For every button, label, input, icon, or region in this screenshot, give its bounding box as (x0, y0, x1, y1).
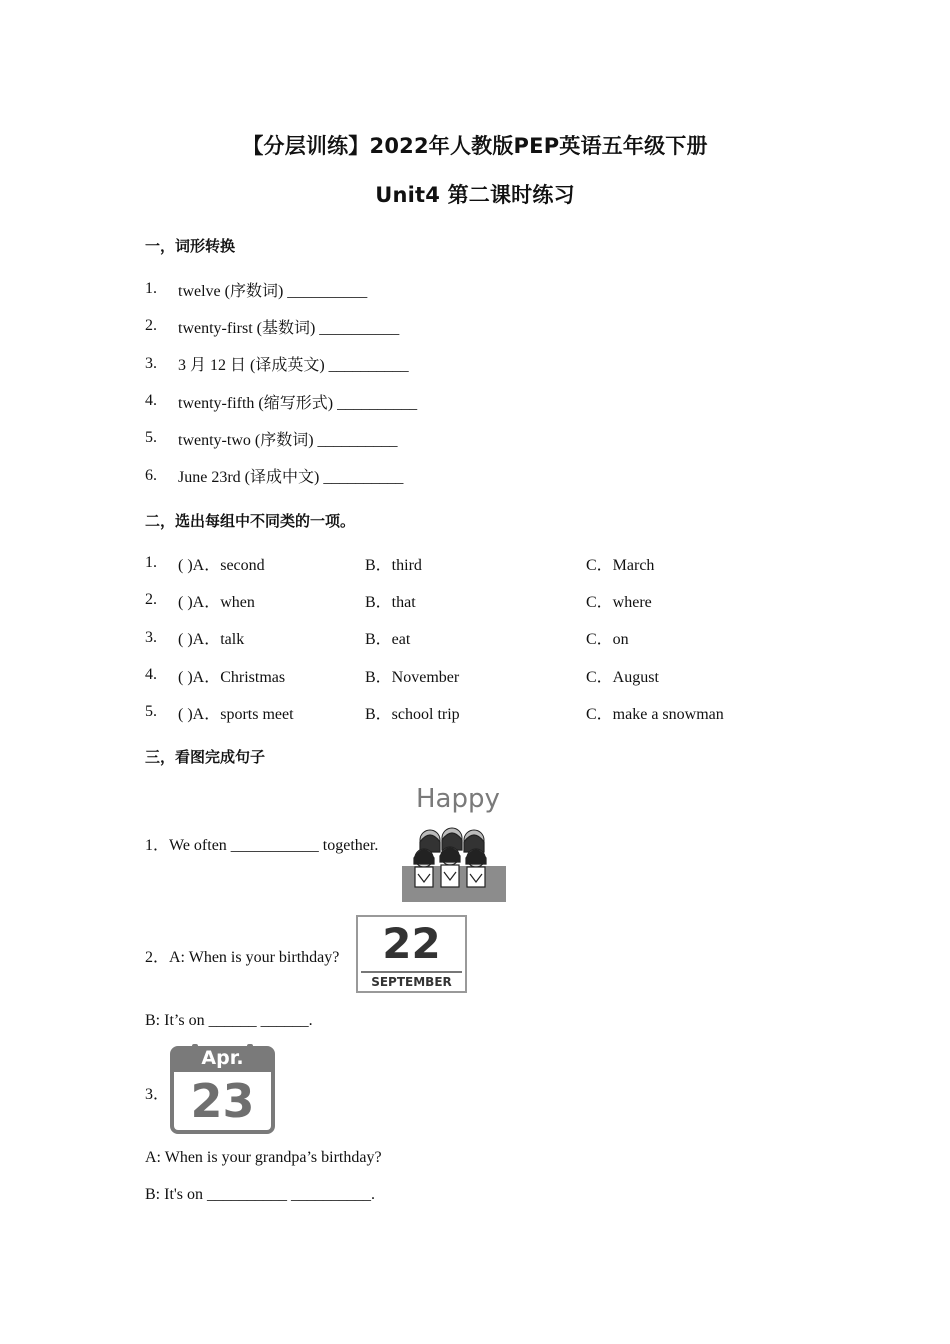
s1-item-num: 5. (145, 429, 157, 446)
s2-item-num: 1. (145, 554, 157, 571)
s2-option-c: C．on (586, 631, 629, 648)
section3-heading: 三，看图完成句子 (145, 748, 266, 766)
s1-item-text: twenty-two (序数词) __________ (178, 432, 398, 449)
s2-item-num: 2. (145, 591, 157, 608)
s2-option-b: B．that (365, 594, 416, 611)
s1-item-text: June 23rd (译成中文) __________ (178, 469, 404, 486)
children-icon (400, 784, 508, 904)
s2-item-num: 5. (145, 703, 157, 720)
s2-option-c: C．August (586, 669, 659, 686)
s1-item-text: twenty-first (基数词) __________ (178, 320, 400, 337)
s1-item-num: 4. (145, 392, 157, 409)
s1-item-num: 1. (145, 280, 157, 297)
section2-heading: 二，选出每组中不同类的一项。 (145, 512, 356, 530)
calendar-september-icon (356, 915, 467, 993)
s3-q3-num: 3． (145, 1086, 170, 1103)
s2-option-b: B．school trip (365, 706, 460, 723)
calendar-april-icon (170, 1044, 275, 1134)
s2-option-a: ( )A．when (178, 594, 255, 611)
s2-option-b: B．third (365, 557, 422, 574)
s1-item-num: 6. (145, 467, 157, 484)
calendar-month: Apr. (201, 1047, 244, 1069)
section1-heading: 一，词形转换 (145, 237, 236, 255)
s2-option-b: B．November (365, 669, 460, 686)
s3-q1-text: 1．We often ___________ together. (145, 837, 379, 854)
calendar-month: SEPTEMBER (371, 975, 452, 989)
document-subtitle: Unit4 第二课时练习 (375, 183, 575, 207)
s2-option-c: C．make a snowman (586, 706, 724, 723)
s2-item-num: 3. (145, 629, 157, 646)
s2-option-a: ( )A．Christmas (178, 669, 286, 686)
s2-option-a: ( )A．second (178, 557, 265, 574)
happy-word: Happy (416, 784, 500, 814)
s2-option-a: ( )A．sports meet (178, 706, 294, 723)
s2-option-b: B．eat (365, 631, 411, 648)
s3-q2-text: 2．A: When is your birthday? (145, 949, 340, 966)
s1-item-text: twenty-fifth (缩写形式) __________ (178, 395, 418, 412)
calendar-day: 22 (382, 919, 441, 968)
s1-item-text: twelve (序数词) __________ (178, 283, 368, 300)
s2-option-c: C．March (586, 557, 655, 574)
s3-q3-question: A: When is your grandpa’s birthday? (145, 1149, 382, 1166)
s3-q2-answer: B: It’s on ______ ______. (145, 1012, 313, 1029)
singing-children-image (400, 784, 508, 904)
s1-item-num: 2. (145, 317, 157, 334)
s1-item-text: 3 月 12 日 (译成英文) __________ (178, 357, 409, 374)
s2-option-c: C．where (586, 594, 652, 611)
s2-option-a: ( )A．talk (178, 631, 245, 648)
s1-item-num: 3. (145, 355, 157, 372)
s2-item-num: 4. (145, 666, 157, 683)
s3-q3-answer: B: It's on __________ __________. (145, 1186, 375, 1203)
calendar-day: 23 (190, 1074, 255, 1128)
document-title: 【分层训练】2022年人教版PEP英语五年级下册 (242, 134, 708, 158)
